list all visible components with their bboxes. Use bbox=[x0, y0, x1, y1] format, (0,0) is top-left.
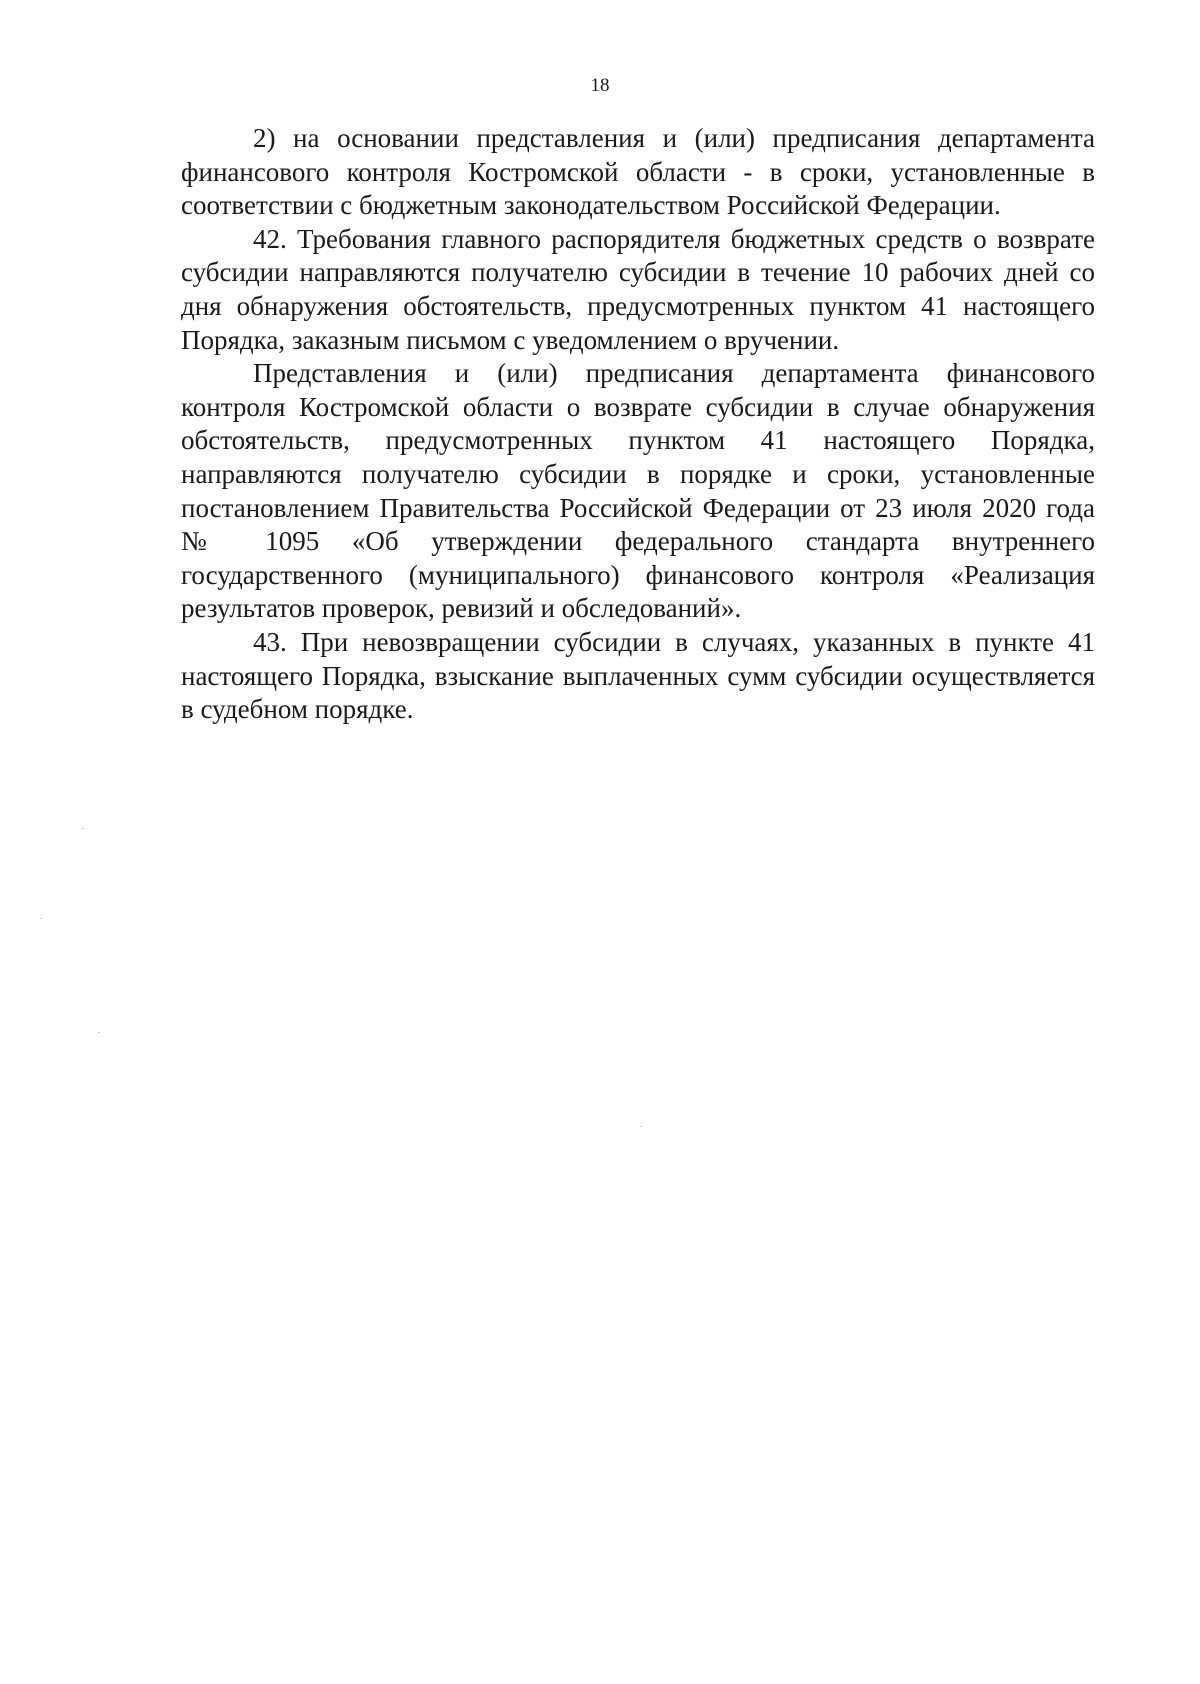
scan-speck bbox=[640, 1126, 642, 1127]
paragraph-43: 43. При невозвращении субсидии в случаях, указанных в пункте 41 настоящего Порядка, взыскание выплаченных сумм субсидии осуществляется в судебном порядке. bbox=[181, 626, 1095, 725]
document-body bbox=[181, 122, 1095, 727]
paragraph-42-continuation: Представления и (или) предписания департамента финансового контроля Костромской области о возврате субсидии в случае обнаружения обстоятельств, предусмотренных пунктом 41 настоящего Порядка, направляются получателю субсидии в порядке и сроки, установленные постановлением Правительства Российской Федерации от 23 июля 2020 года № 1095 «Об утверждении федерального стандарта внутреннего государственного (муниципального) финансового контроля «Реализация результатов проверок, ревизий и обследований». bbox=[181, 358, 1095, 624]
page-number: 18 bbox=[590, 75, 610, 96]
scan-speck bbox=[82, 828, 84, 829]
scan-speck bbox=[40, 918, 42, 919]
paragraph-42: 42. Требования главного распорядителя бюджетных средств о возврате субсидии направляются получателю субсидии в течение 10 рабочих дней со дня обнаружения обстоятельств, предусмотренных пунктом 41 настоящего Порядка, заказным письмом с уведомлением о вручении. bbox=[181, 223, 1095, 355]
paragraph-item-2: 2) на основании представления и (или) предписания департамента финансового контроля Костромской области - в сроки, установленные в соответствии с бюджетным законодательством Российской Федерации. bbox=[181, 123, 1095, 221]
scan-speck bbox=[98, 1032, 100, 1033]
